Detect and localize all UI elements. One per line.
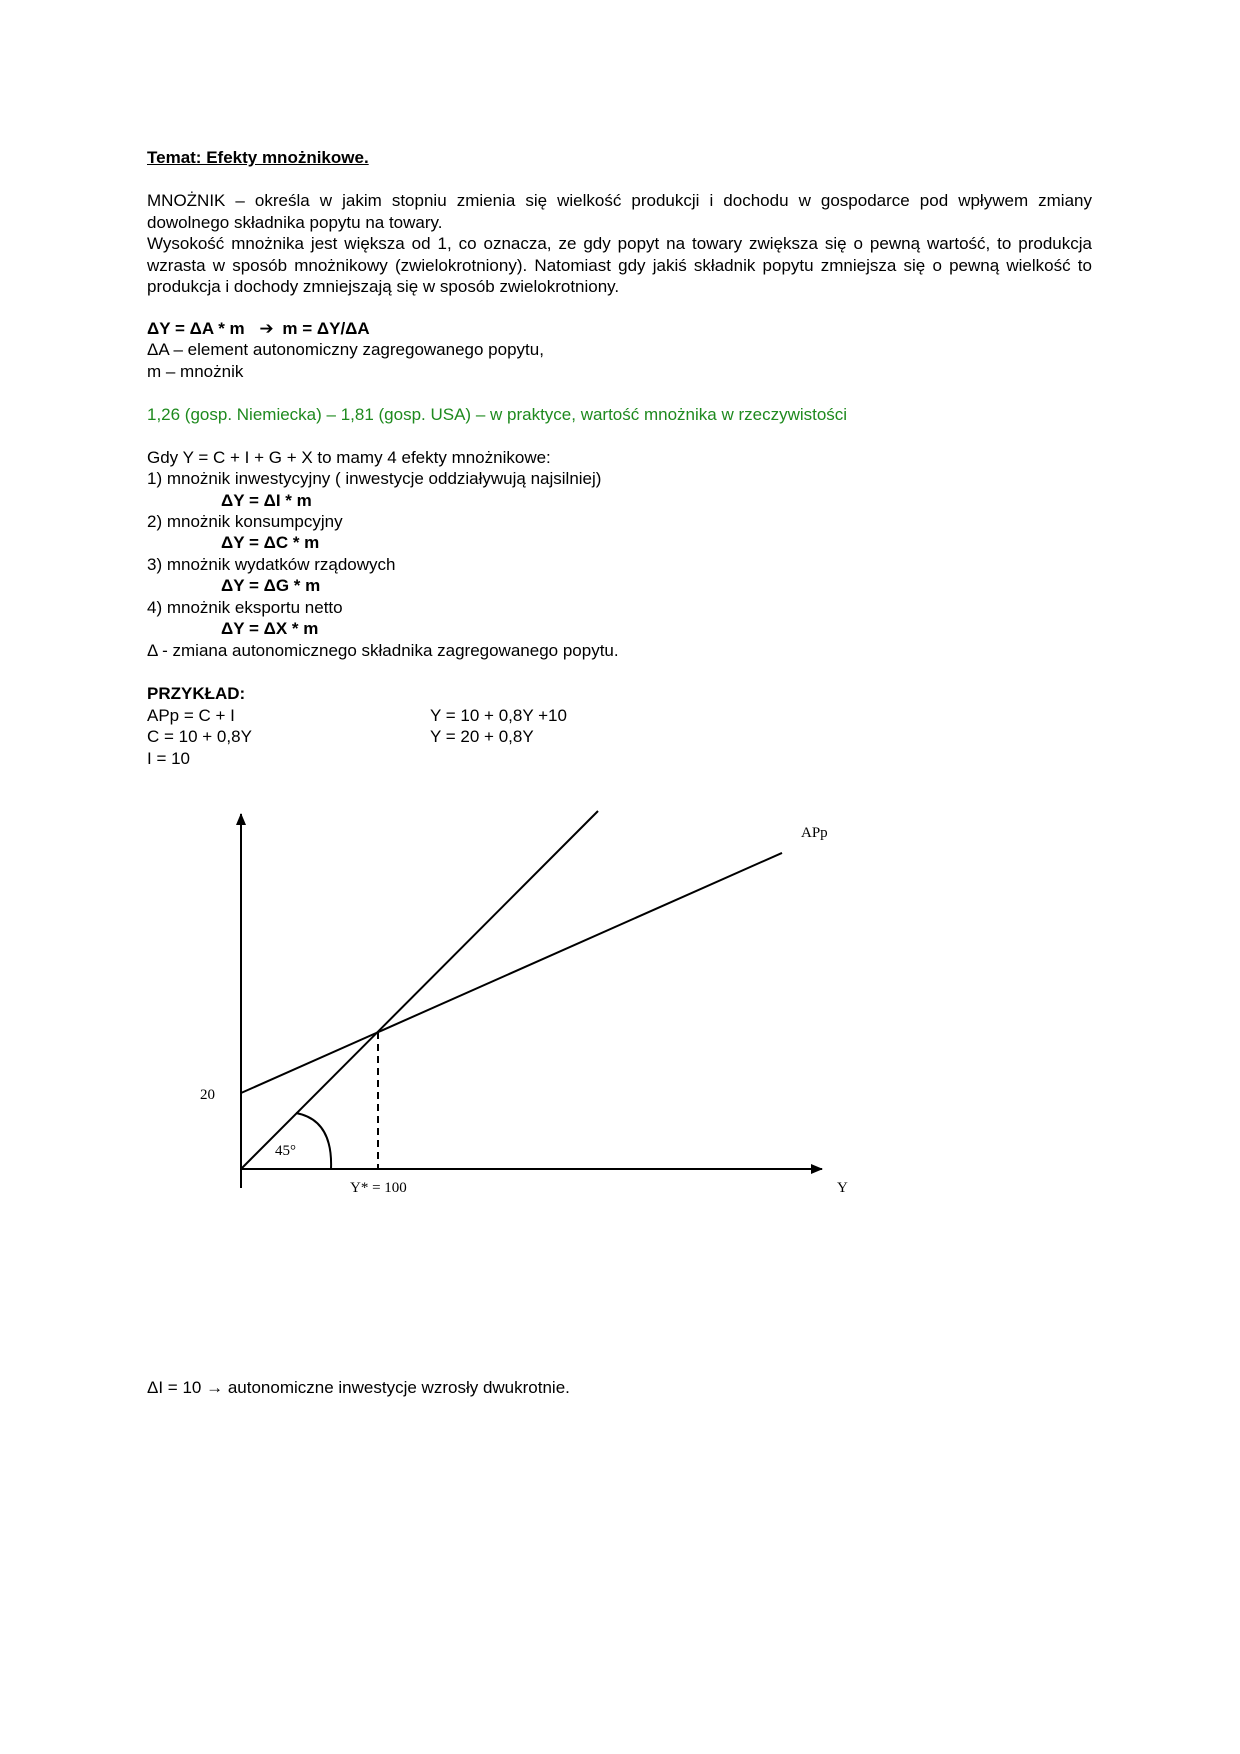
equilibrium-label: Y* = 100 <box>350 1180 407 1196</box>
intro-paragraphs <box>147 190 1092 298</box>
effect-3-formula: ΔY = ΔG * m <box>221 576 321 595</box>
example-heading: PRZYKŁAD: <box>147 684 246 703</box>
line-45-degree <box>241 811 598 1169</box>
arrow-icon: ➔ <box>259 319 274 338</box>
multiplier-definition: MNOŻNIK – określa w jakim stopniu zmienia się wielkość produkcji i dochodu w gospodarce pod wpływem zmiany dowolnego składnika popytu na towary. <box>147 191 1092 232</box>
x-axis-label: Y <box>837 1180 848 1196</box>
effect-1-label: 1) mnożnik inwestycyjny ( inwestycje oddziaływują najsilniej) <box>147 469 602 488</box>
effect-2-formula: ΔY = ΔC * m <box>221 533 320 552</box>
arrow-right-icon: → <box>206 1378 224 1397</box>
app-line <box>241 853 782 1093</box>
multiplier-diagram <box>0 790 1240 1230</box>
footer-line <box>147 1377 570 1398</box>
effect-2-label: 2) mnożnik konsumpcyjny <box>147 512 343 531</box>
document-title: Temat: Efekty mnożnikowe. <box>147 148 369 167</box>
effect-4-label: 4) mnożnik eksportu netto <box>147 598 343 617</box>
example-left-2: C = 10 + 0,8Y <box>147 727 252 746</box>
definition-delta-a: ΔA – element autonomiczny zagregowanego popytu, <box>147 340 544 359</box>
example-right-2: Y = 20 + 0,8Y <box>430 727 534 746</box>
intercept-label: 20 <box>200 1087 215 1103</box>
app-line-label: APp <box>801 825 828 841</box>
angle-label: 45° <box>275 1143 296 1159</box>
formula-derived: m = ΔY/ΔA <box>282 319 370 338</box>
example-left-1: APp = C + I <box>147 706 235 725</box>
example-left-3: I = 10 <box>147 749 191 768</box>
definition-m: m – mnożnik <box>147 362 244 381</box>
angle-arc-icon <box>296 1113 331 1169</box>
multiplier-explanation: Wysokość mnożnika jest większa od 1, co oznacza, ze gdy popyt na towary zwiększa się o pewną wartość, to produkcja wzrasta w sposób mnożnikowy (zwielokrotniony). Natomiast gdy jakiś składnik popytu zmniejsza się o pewną wielkość to produkcja i dochody zmniejszają się w sposób zwielokrotniony. <box>147 234 1092 296</box>
multiplier-formula <box>147 318 370 339</box>
delta-note: Δ - zmiana autonomicznego składnika zagregowanego popytu. <box>147 641 619 660</box>
practice-note: 1,26 (gosp. Niemiecka) – 1,81 (gosp. USA) – w praktyce, wartość mnożnika w rzeczywistości <box>147 405 848 424</box>
effect-4-formula: ΔY = ΔX * m <box>221 619 319 638</box>
footer-text: autonomiczne inwestycje wzrosły dwukrotnie. <box>227 1378 570 1397</box>
effect-1-formula: ΔY = ΔI * m <box>221 491 312 510</box>
effects-intro: Gdy Y = C + I + G + X to mamy 4 efekty mnożnikowe: <box>147 448 551 467</box>
footer-delta: ΔI = 10 <box>147 1378 202 1397</box>
formula-main: ΔY = ΔA * m <box>147 319 245 338</box>
effect-3-label: 3) mnożnik wydatków rządowych <box>147 555 396 574</box>
example-right-1: Y = 10 + 0,8Y +10 <box>430 706 567 725</box>
